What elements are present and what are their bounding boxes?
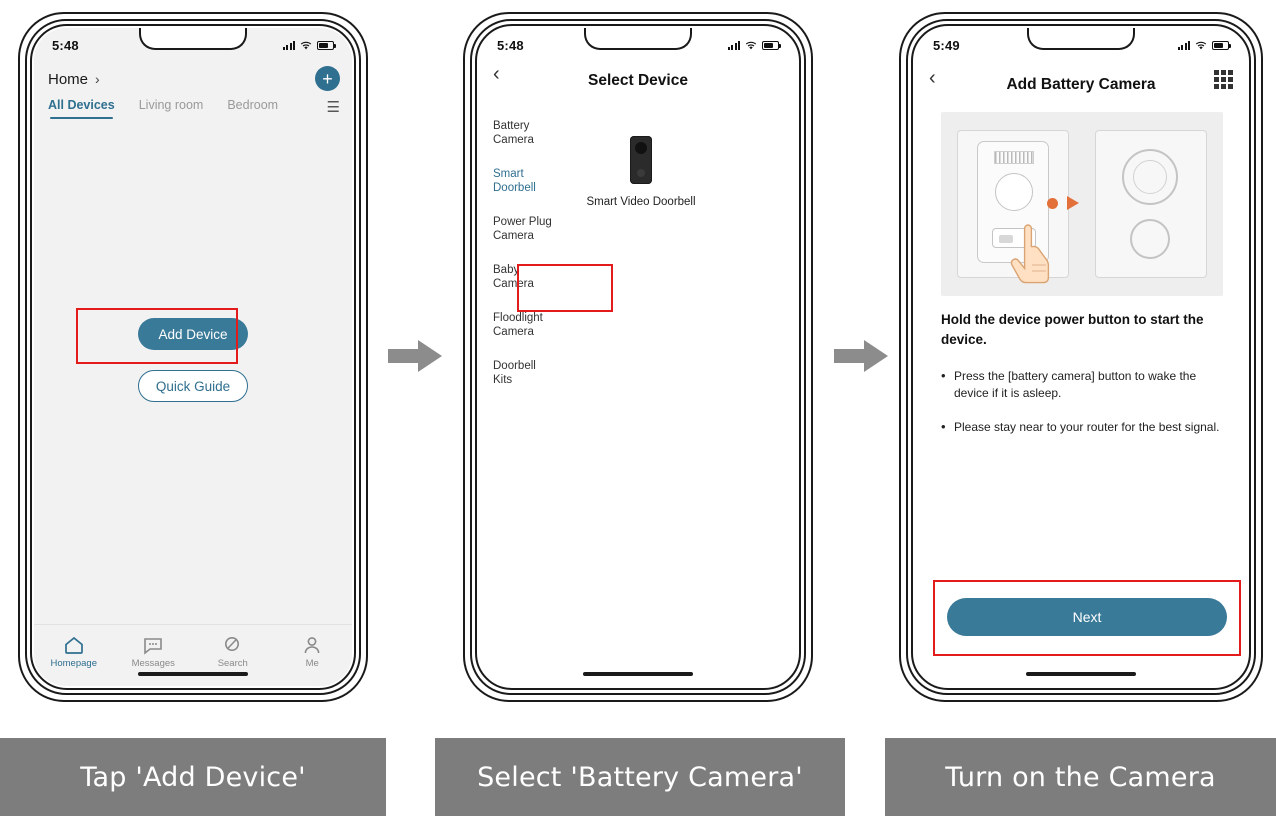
nav-messages[interactable]	[114, 635, 194, 669]
search-icon	[222, 635, 244, 655]
home-top-bar	[34, 62, 352, 96]
status-icons	[1178, 40, 1230, 51]
caption-step-2: Select 'Battery Camera'	[435, 738, 845, 816]
phone-screen-add-camera	[915, 28, 1247, 686]
back-button[interactable]: ‹	[929, 67, 936, 89]
hamburger-icon[interactable]: ☰	[326, 99, 340, 116]
highlight-box-next	[933, 580, 1241, 656]
message-icon	[142, 635, 164, 655]
battery-icon	[762, 41, 779, 50]
phone-frame-3	[899, 12, 1263, 702]
home-indicator	[138, 672, 248, 676]
smart-video-doorbell-thumb	[630, 136, 652, 184]
phone-notch	[1027, 28, 1135, 50]
back-button[interactable]: ‹	[493, 63, 500, 85]
page-title: Add Battery Camera	[1006, 76, 1156, 93]
nav-me[interactable]	[273, 635, 353, 669]
add-device-button[interactable]: Add Device	[138, 318, 248, 350]
instruction-bullets	[941, 368, 1225, 452]
phone-frame-2	[463, 12, 813, 702]
signal-icon	[728, 40, 741, 50]
instruction-heading: Hold the device power button to start the device.	[941, 312, 1204, 347]
status-clock: 5:48	[52, 37, 79, 53]
status-clock: 5:49	[933, 37, 960, 53]
tab-living-room[interactable]: Living room	[138, 98, 204, 112]
battery-icon	[1212, 41, 1229, 50]
caption-step-3: Turn on the Camera	[885, 738, 1276, 816]
phone-notch	[139, 28, 247, 50]
quick-guide-button[interactable]: Quick Guide	[138, 370, 248, 402]
plus-icon[interactable]: +	[315, 66, 340, 91]
category-battery-camera[interactable]: Battery Camera	[493, 120, 534, 147]
next-button[interactable]: Next	[947, 598, 1227, 636]
device-speaker-grille	[994, 151, 1034, 164]
hand-pointing-icon	[1006, 219, 1066, 285]
step-panel-3	[885, 0, 1276, 816]
bottom-navigation	[34, 624, 352, 686]
instruction-bullet-2: • Please stay near to your router for the best signal.	[941, 419, 1225, 436]
illustration-card-back	[1095, 130, 1207, 278]
instruction-bullet-1: • Press the [battery camera] button to wake the device if it is asleep.	[941, 368, 1225, 403]
category-floodlight-camera[interactable]: Floodlight Camera	[493, 312, 543, 339]
category-power-plug-camera[interactable]: Power Plug Camera	[493, 216, 552, 243]
wifi-icon	[299, 40, 313, 51]
signal-icon	[1178, 40, 1191, 50]
device-lens	[995, 173, 1033, 211]
room-tabs	[34, 98, 352, 128]
phone-screen-home	[34, 28, 352, 686]
callout-dot	[1047, 198, 1058, 209]
nav-me-label: Me	[305, 657, 319, 669]
flow-arrow-2	[832, 336, 890, 376]
status-icons	[728, 40, 780, 51]
home-indicator	[1026, 672, 1136, 676]
product-label: Smart Video Doorbell	[586, 196, 696, 208]
highlight-box-add-device	[76, 308, 238, 364]
product-grid	[571, 102, 797, 686]
tab-all-devices[interactable]: All Devices	[48, 98, 115, 112]
select-device-header	[479, 62, 797, 100]
step-panel-2	[435, 0, 845, 816]
nav-search[interactable]	[193, 635, 273, 669]
category-baby-camera[interactable]: Baby Camera	[493, 264, 534, 291]
status-icons	[283, 40, 335, 51]
callout-arrow	[1067, 196, 1079, 210]
home-icon	[63, 635, 85, 655]
press-power-button-illustration	[941, 112, 1223, 296]
product-smart-video-doorbell[interactable]	[581, 136, 701, 208]
nav-search-label: Search	[217, 657, 248, 669]
phone-screen-select-device	[479, 28, 797, 686]
battery-icon	[317, 41, 334, 50]
wifi-icon	[744, 40, 758, 51]
tab-bedroom[interactable]: Bedroom	[227, 98, 279, 112]
chevron-right-icon[interactable]: ›	[95, 71, 100, 87]
page-title: Select Device	[588, 72, 688, 89]
wifi-icon	[1194, 40, 1208, 51]
qr-grid-icon[interactable]	[1214, 70, 1233, 89]
device-lens-large	[1122, 149, 1178, 205]
person-icon	[301, 635, 323, 655]
category-smart-doorbell[interactable]: Smart Doorbell	[493, 168, 536, 195]
device-lens-small	[1130, 219, 1170, 259]
caption-step-1: Tap 'Add Device'	[0, 738, 386, 816]
category-doorbell-kits[interactable]: Doorbell Kits	[493, 360, 536, 387]
phone-frame-1	[18, 12, 368, 702]
home-title: Home	[48, 70, 89, 88]
highlight-box-category	[517, 264, 613, 312]
phone-notch	[584, 28, 692, 50]
signal-icon	[283, 40, 296, 50]
nav-messages-label: Messages	[131, 657, 175, 669]
nav-homepage[interactable]	[34, 635, 114, 669]
step-panel-1	[0, 0, 386, 816]
home-indicator	[583, 672, 693, 676]
status-clock: 5:48	[497, 37, 524, 53]
add-camera-header	[915, 62, 1247, 108]
nav-homepage-label: Homepage	[50, 657, 97, 669]
category-list	[479, 102, 571, 686]
select-device-body	[479, 102, 797, 686]
